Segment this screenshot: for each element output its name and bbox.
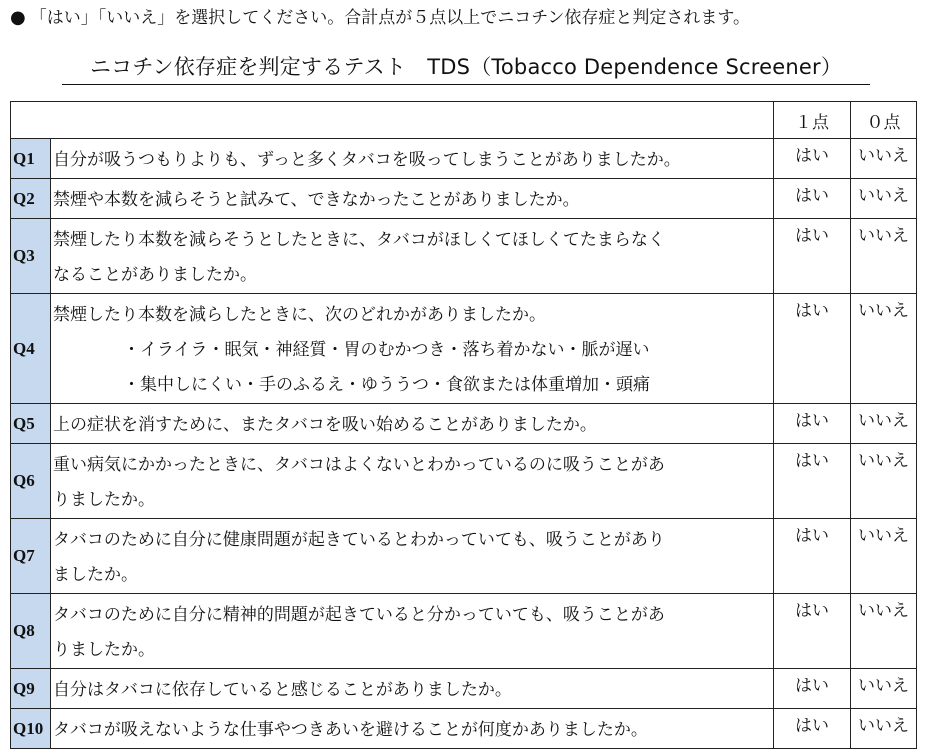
- question-number: Q3: [11, 219, 51, 294]
- tds-table: [10, 101, 917, 749]
- question-number: Q8: [11, 594, 51, 669]
- question-number: Q4: [11, 294, 51, 404]
- question-text-line: りましたか。: [53, 640, 155, 660]
- instruction-line: [10, 4, 750, 32]
- question-row: [11, 594, 917, 669]
- question-number: Q2: [11, 179, 51, 219]
- answer-no-option[interactable]: いいえ: [851, 519, 917, 594]
- question-text-line: タバコのために自分に精神的問題が起きていると分かっていても、吸うことがあ: [53, 605, 665, 625]
- answer-no-option[interactable]: いいえ: [851, 179, 917, 219]
- question-row: [11, 444, 917, 519]
- question-number: Q1: [11, 139, 51, 179]
- answer-yes-option[interactable]: はい: [774, 404, 851, 444]
- question-text: [51, 669, 774, 709]
- question-text-line: 自分はタバコに依存していると感じることがありましたか。: [53, 680, 512, 700]
- answer-yes-option[interactable]: はい: [774, 444, 851, 519]
- question-text: [51, 139, 774, 179]
- question-number: Q10: [11, 709, 51, 749]
- answer-no-option[interactable]: いいえ: [851, 594, 917, 669]
- answer-no-option[interactable]: いいえ: [851, 139, 917, 179]
- answer-yes-option[interactable]: はい: [774, 219, 851, 294]
- question-text: [51, 709, 774, 749]
- page-title: ニコチン依存症を判定するテスト TDS（Tobacco Dependence Screener）: [62, 50, 870, 85]
- question-text-line: 重い病気にかかったときに、タバコはよくないとわかっているのに吸うことがあ: [53, 455, 665, 475]
- question-number: Q7: [11, 519, 51, 594]
- symptom-list-line: ・集中しにくい・手のふるえ・ゆううつ・食欲または体重増加・頭痛: [123, 375, 650, 395]
- question-text-line: 自分が吸うつもりよりも、ずっと多くタバコを吸ってしまうことがありましたか。: [53, 150, 681, 170]
- score-yes-header: １点: [774, 102, 851, 139]
- question-text-line: 上の症状を消すために、またタバコを吸い始めることがありましたか。: [53, 415, 597, 435]
- header-blank-cell: [11, 102, 774, 139]
- question-text-line: 禁煙や本数を減らそうと試みて、できなかったことがありましたか。: [53, 190, 580, 210]
- question-text-line: 禁煙したり本数を減らしたときに、次のどれかがありましたか。: [53, 305, 546, 325]
- question-text-line: なることがありましたか。: [53, 265, 257, 285]
- answer-yes-option[interactable]: はい: [774, 139, 851, 179]
- answer-yes-option[interactable]: はい: [774, 294, 851, 404]
- symptom-list-line: ・イライラ・眠気・神経質・胃のむかつき・落ち着かない・脈が遅い: [123, 340, 650, 360]
- question-row: [11, 219, 917, 294]
- question-number: Q9: [11, 669, 51, 709]
- question-text: [51, 219, 774, 294]
- question-row: [11, 139, 917, 179]
- question-text-line: りましたか。: [53, 490, 155, 510]
- bullet-icon: ●: [10, 7, 26, 28]
- answer-yes-option[interactable]: はい: [774, 669, 851, 709]
- table-header-row: [11, 102, 917, 139]
- question-text-line: タバコが吸えないような仕事やつきあいを避けることが何度かありましたか。: [53, 720, 648, 740]
- question-text-line: タバコのために自分に健康問題が起きているとわかっていても、吸うことがあり: [53, 530, 665, 550]
- question-text: [51, 519, 774, 594]
- question-text: [51, 404, 774, 444]
- question-text: [51, 594, 774, 669]
- question-row: [11, 294, 917, 404]
- question-row: [11, 669, 917, 709]
- question-row: [11, 179, 917, 219]
- answer-no-option[interactable]: いいえ: [851, 294, 917, 404]
- answer-yes-option[interactable]: はい: [774, 594, 851, 669]
- question-row: [11, 709, 917, 749]
- answer-yes-option[interactable]: はい: [774, 179, 851, 219]
- answer-yes-option[interactable]: はい: [774, 709, 851, 749]
- answer-no-option[interactable]: いいえ: [851, 669, 917, 709]
- question-text-line: ましたか。: [53, 565, 138, 585]
- answer-no-option[interactable]: いいえ: [851, 444, 917, 519]
- question-number: Q5: [11, 404, 51, 444]
- question-number: Q6: [11, 444, 51, 519]
- answer-no-option[interactable]: いいえ: [851, 219, 917, 294]
- score-no-header: ０点: [851, 102, 917, 139]
- question-row: [11, 519, 917, 594]
- question-text: [51, 444, 774, 519]
- question-text-line: 禁煙したり本数を減らそうとしたときに、タバコがほしくてほしくてたまらなく: [53, 230, 665, 250]
- tds-table-body: [11, 102, 917, 749]
- answer-no-option[interactable]: いいえ: [851, 404, 917, 444]
- answer-no-option[interactable]: いいえ: [851, 709, 917, 749]
- answer-yes-option[interactable]: はい: [774, 519, 851, 594]
- question-text: [51, 294, 774, 404]
- instruction-text: 「はい」「いいえ」を選択してください。合計点が５点以上でニコチン依存症と判定されます。: [29, 8, 751, 28]
- question-row: [11, 404, 917, 444]
- question-text: [51, 179, 774, 219]
